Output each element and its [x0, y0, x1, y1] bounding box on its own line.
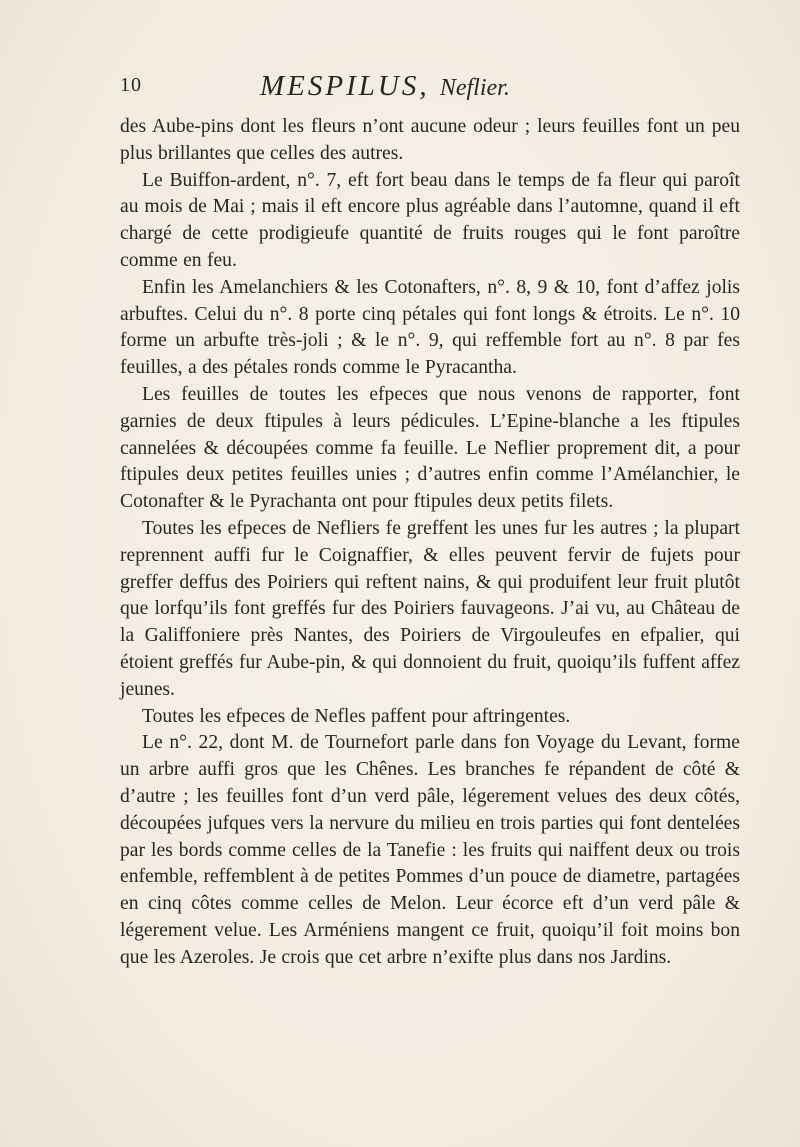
- running-title-main: MESPILUS,: [260, 70, 430, 102]
- paragraph: Toutes les efpeces de Nefliers fe greffent les unes fur les autres ; la plupart reprennent auffi fur le Coignaffier, & elles peuvent fervir de fujets pour greffer deffus des Poiriers qui reftent nains, & qui produifent leur fruit plutôt que lorfqu’ils font greffés fur des Poiriers fauvageons. J’ai vu, au Château de la Galiffoniere près Nantes, des Poiriers de Virgouleufes en efpalier, qui étoient greffés fur Aube-pin, & qui donnoient du fruit, quoiqu’ils fuffent affez jeunes.: [120, 517, 740, 700]
- paragraph: Enfin les Amelanchiers & les Cotonafters, n°. 8, 9 & 10, font d’affez jolis arbuftes. Celui du n°. 8 porte cinq pétales qui font longs & étroits. Le n°. 10 forme un arbufte très-joli ; & le n°. 9, qui reffemble fort au n°. 8 par fes feuilles, a des pétales ronds comme le Pyracantha.: [120, 276, 740, 379]
- page-header: [120, 72, 740, 112]
- page-number: 10: [120, 74, 142, 96]
- paragraph: Le n°. 22, dont M. de Tournefort parle dans fon Voyage du Levant, forme un arbre auffi gros que les Chênes. Les branches fe répandent de côté & d’autre ; les feuilles font d’un verd pâle, légerement velues des deux côtés, découpées jufques vers la nervure du milieu en trois parties qui font dentelées par les bords comme celles de la Tanefie : les fruits qui naiffent deux ou trois enfemble, reffemblent à de petites Pommes d’un pouce de diametre, partagées en cinq côtes comme celles de Melon. Leur écorce eft d’un verd pâle & légerement velue. Les Arméniens mangent ce fruit, quoiqu’il foit moins bon que les Azeroles. Je crois que cet arbre n’exifte plus dans nos Jardins.: [120, 732, 740, 968]
- paragraph: des Aube-pins dont les fleurs n’ont aucune odeur ; leurs feuilles font un peu plus brillantes que celles des autres.: [120, 116, 740, 164]
- paragraph: Le Buiffon-ardent, n°. 7, eft fort beau dans le temps de fa fleur qui paroît au mois de Mai ; mais il eft encore plus agréable dans l’automne, quand il eft chargé de cette prodigieufe quantité de fruits rouges qui le font paroître comme en feu.: [120, 169, 740, 271]
- paragraph: Les feuilles de toutes les efpeces que nous venons de rapporter, font garnies de deux ftipules à leurs pédicules. L’Epine-blanche a les ftipules cannelées & découpées comme fa feuille. Le Neflier proprement dit, a pour ftipules deux petites feuilles unies ; d’autres enfin comme l’Amélanchier, le Cotonafter & le Pyrachanta ont pour ftipules deux petits filets.: [120, 383, 740, 513]
- paragraph: Toutes les efpeces de Nefles paffent pour aftringentes.: [142, 705, 571, 727]
- body-text: [120, 114, 740, 972]
- running-title-sub: Neflier.: [439, 75, 510, 101]
- running-title: [260, 70, 510, 103]
